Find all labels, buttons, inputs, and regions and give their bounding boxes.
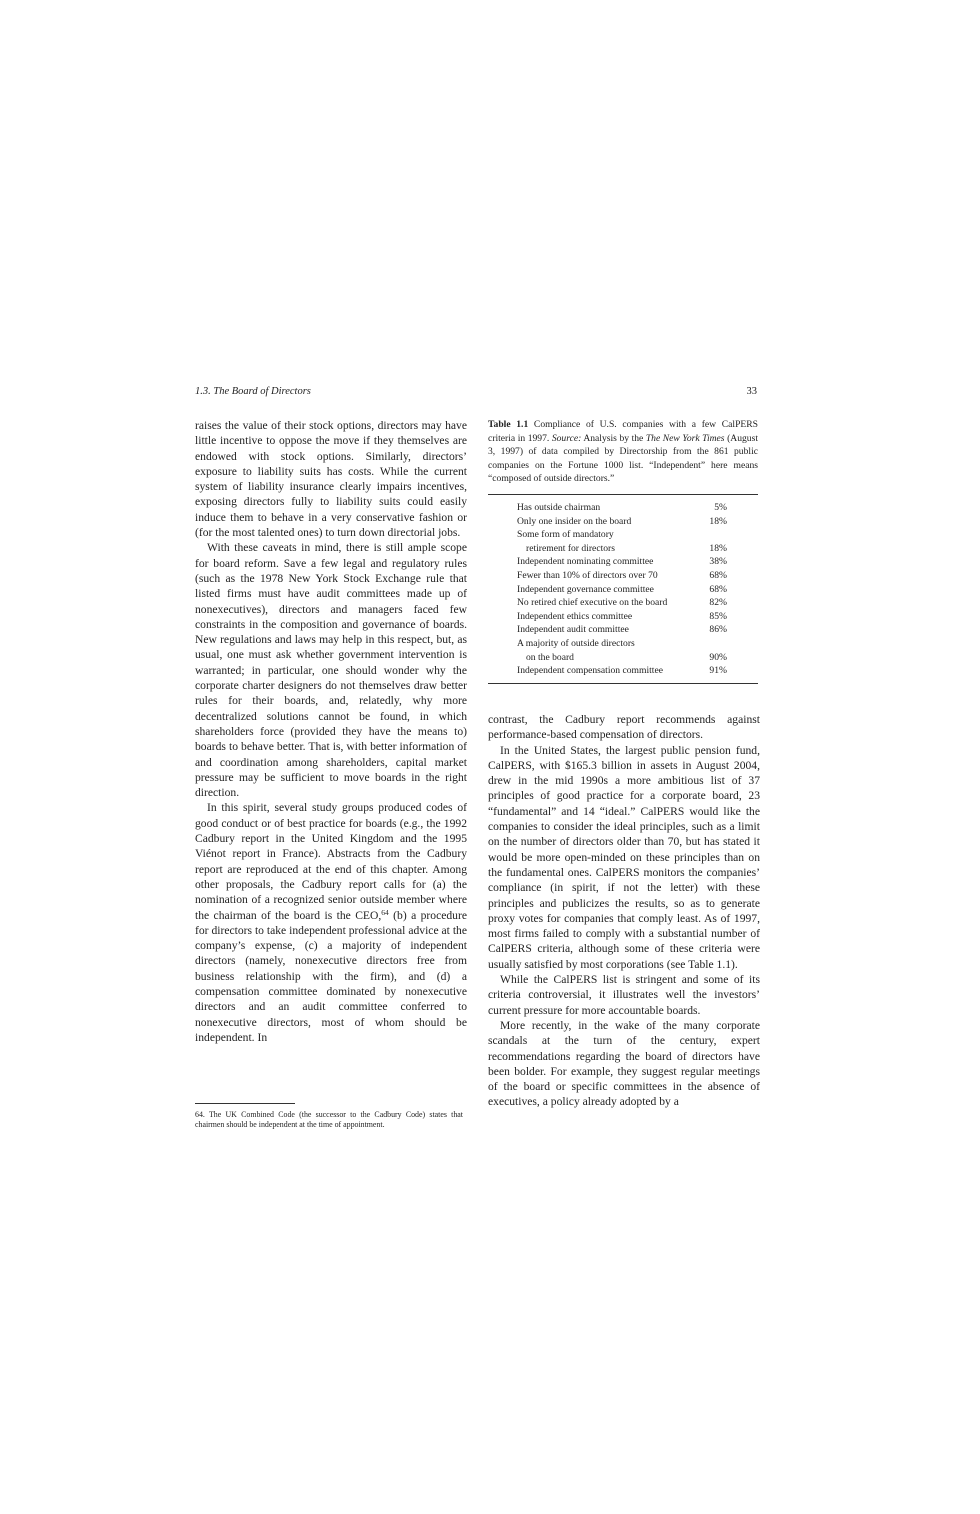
criterion-cell <box>517 664 697 678</box>
table-row <box>517 583 727 597</box>
table-row <box>517 555 727 569</box>
left-column <box>195 418 467 1045</box>
table-row <box>517 528 727 555</box>
criterion-text: Independent nominating committee <box>517 556 654 568</box>
compliance-value: 85% <box>709 610 727 622</box>
table-row <box>517 569 727 583</box>
criterion-cell <box>517 610 697 624</box>
table-label: Table 1.1 <box>488 419 529 430</box>
running-head <box>195 386 757 397</box>
compliance-value: 91% <box>709 665 727 677</box>
criterion-continuation: on the board <box>526 651 574 663</box>
criterion-cell <box>517 637 697 664</box>
paragraph-text: (b) a procedure for directors to take independent professional advice at the company’s expense, (c) a majority of independent directors (namely, nonexecutive directors free from business relationship with the firm), and (d) a compensation committee dominated by nonexecutive directors and an audit committee conferred to nonexecutive directors, most of whom should be independent. In <box>195 908 467 1044</box>
criterion-text: Independent audit committee <box>517 624 629 636</box>
criterion-text: Independent governance committee <box>517 583 654 595</box>
caption-source-label: Source: <box>551 432 582 444</box>
caption-newspaper: The New York Times <box>645 432 725 444</box>
compliance-value: 18% <box>709 542 727 554</box>
paragraph: While the CalPERS list is stringent and some of its criteria controversial, it illustrates well the investors’ current pressure for more accountable boards. <box>488 973 760 1017</box>
criterion-text: Independent compensation committee <box>517 665 663 677</box>
criterion-cell <box>517 583 697 597</box>
criterion-cell <box>517 501 697 515</box>
criterion-cell <box>517 569 697 583</box>
criterion-text: A majority of outside directors <box>517 637 635 649</box>
criterion-text: No retired chief executive on the board <box>517 597 668 609</box>
table-row <box>517 501 727 515</box>
compliance-value: 86% <box>709 624 727 636</box>
compliance-value: 5% <box>714 502 727 513</box>
footnote-rule <box>195 1103 295 1104</box>
paragraph: In the United States, the largest public pension fund, CalPERS, with $165.3 billion in assets in August 2004, drew in the mid 1990s a more ambitious list of 37 principles of good practice for a corporate board, 23 “fundamental” and 14 “ideal.” CalPERS would like the companies to consider the ideal principles, such as a limit on the number of directors older than 70, but has stated it would be more open-minded on these principles than on the fundamental ones. CalPERS monitors the companies’ compliance (in spirit, if not the letter) with these principles and publicizes the results, so as to generate proxy votes for companies that comply least. As of 1997, most firms failed to comply with a substantial number of CalPERS criteria, although some of these criteria were usually satisfied by most corporations (see Table 1.1). <box>488 743 760 971</box>
right-column <box>488 712 760 1110</box>
criterion-continuation: retirement for directors <box>526 542 615 554</box>
compliance-table-body <box>517 501 727 678</box>
compliance-value: 38% <box>709 556 727 568</box>
table-row <box>517 637 727 664</box>
paragraph <box>195 800 467 1045</box>
compliance-value: 68% <box>709 583 727 595</box>
page-number: 33 <box>746 386 757 397</box>
compliance-value: 82% <box>709 597 727 609</box>
table-row <box>517 664 727 678</box>
criterion-text: Only one insider on the board <box>517 515 632 527</box>
criterion-cell <box>517 596 697 610</box>
paragraph: raises the value of their stock options, directors may have little incentive to oppose the move if they themselves are endowed with stock options. Similarly, directors’ exposure to liability suits has costs. While the current system of liability insurance clearly impairs incentives, exposing directors fully to liability suits could easily induce them to behave in a very conservative fashion or (for the most talented ones) to turn down directorial jobs. <box>195 419 467 540</box>
criterion-cell <box>517 528 697 555</box>
footnote-ref[interactable]: 64 <box>381 907 389 917</box>
paragraph: More recently, in the wake of the many corporate scandals at the turn of the century, expert recommendations regarding the board of directors have been bolder. For example, they suggest regular meetings of the board or specific committees in the absence of executives, a policy already adopted by a <box>488 1018 760 1109</box>
section-title: 1.3. The Board of Directors <box>195 386 311 397</box>
table-caption <box>488 418 758 486</box>
criterion-cell <box>517 623 697 637</box>
table-row <box>517 623 727 637</box>
table-row <box>517 610 727 624</box>
table-row <box>517 515 727 529</box>
paragraph: With these caveats in mind, there is still ample scope for board reform. Save a few legal and regulatory rules (such as the 1978 New York Stock Exchange rule that listed firms must have audit committees made up of nonexecutives), directors and managers faced few constraints in the composition and governance of boards. New regulations and laws may help in this respect, but, as usual, one must ask whether government intervention is warranted; in particular, one should wonder why the corporate charter designers do not themselves draw better rules for their boards, and, relatedly, why more decentralized solutions cannot be found, in which shareholders force (provided they have the means to) boards to behave better. That is, with better information of and coordination among shareholders, capital market pressure may be sufficient to move boards in the right direction. <box>195 541 467 800</box>
table-row <box>517 596 727 610</box>
compliance-table <box>488 494 758 684</box>
paragraph-text: In this spirit, several study groups produced codes of good conduct or of best practice for boards (e.g., the 1992 Cadbury report in the United Kingdom and the 1995 Viénot report in France). Abstracts from the Cadbury report are reproduced at the end of this chapter. Among other proposals, the Cadbury report calls for (a) the nomination of a recognized senior outside member where the chairman of the board is the CEO, <box>195 801 467 922</box>
criterion-text: Some form of mandatory <box>517 529 614 541</box>
criterion-text: Fewer than 10% of directors over 70 <box>517 569 658 581</box>
compliance-value: 90% <box>709 651 727 663</box>
compliance-value: 68% <box>709 569 727 581</box>
caption-text: Analysis by the <box>581 432 646 444</box>
paragraph: contrast, the Cadbury report recommends against performance-based compensation of directors. <box>488 713 760 742</box>
criterion-cell <box>517 555 697 569</box>
criterion-text: Has outside chairman <box>517 502 601 513</box>
compliance-value: 18% <box>709 515 727 527</box>
criterion-cell <box>517 515 697 529</box>
caption-text: Compliance of U.S. companies with a few CalPERS criteria in 1997. <box>488 419 759 444</box>
footnote-64: 64. The UK Combined Code (the successor to the Cadbury Code) states that chairmen should be independent at the time of appointment. <box>195 1110 463 1130</box>
criterion-text: Independent ethics committee <box>517 610 633 622</box>
caption-text: (August 3, 1997) of data compiled by Directorship from the 861 public companies on the Fortune 1000 list. “Independent” here means “composed of outside directors.” <box>488 432 758 485</box>
